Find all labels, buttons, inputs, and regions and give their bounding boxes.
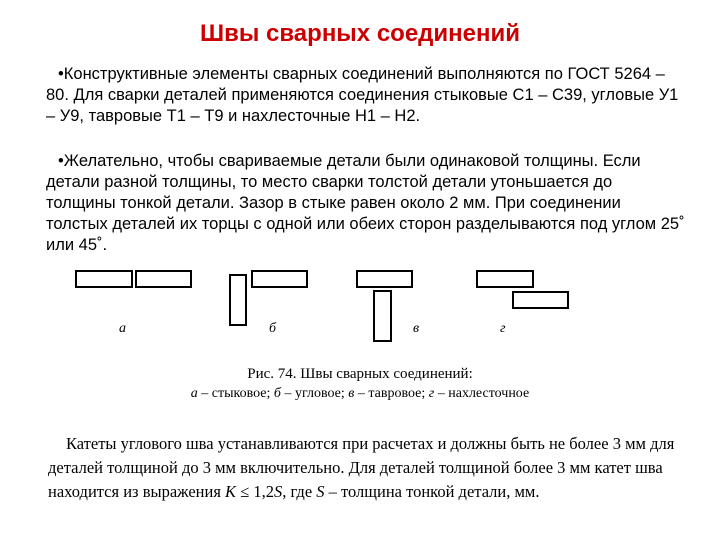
caption-letter-g: г (428, 386, 435, 401)
formula-k: K (225, 482, 237, 501)
tee-joint-plate-horizontal (356, 270, 413, 288)
caption-text-b: – угловое; (280, 386, 349, 401)
paragraph-fillet-leg (48, 432, 688, 504)
caption-letter-b: б (273, 386, 281, 401)
formula-leq: ≤ (236, 482, 254, 501)
caption-text-v: – тавровое; (354, 386, 429, 401)
butt-joint-plate-right (135, 270, 192, 288)
lap-joint-plate-lower (512, 291, 569, 309)
figure-label-b: б (269, 321, 277, 336)
figure-label-v: в (413, 321, 420, 336)
caption-text-g: – нахлесточное (434, 386, 530, 401)
tee-joint-plate-vertical (373, 290, 392, 342)
caption-letter-a: а (190, 386, 198, 401)
paragraph-thickness (46, 151, 686, 256)
corner-joint-plate-horizontal (251, 270, 308, 288)
figure-caption-title: Рис. 74. Швы сварных соединений: (247, 366, 473, 382)
butt-joint-plate-left (75, 270, 133, 288)
corner-joint-plate-vertical (229, 274, 247, 326)
formula-where: , где (282, 482, 317, 501)
bullet-marker: • (58, 152, 64, 170)
figure-label-g: г (500, 321, 506, 336)
figure-label-a: а (119, 321, 126, 336)
caption-text-a: – стыковое; (197, 386, 274, 401)
figure-caption-legend (0, 386, 720, 402)
page-title: Швы сварных соединений (199, 20, 521, 47)
paragraph-thickness-text: Желательно, чтобы свариваемые детали были одинаковой толщины. Если детали разной толщины, то место сварки толстой детали утоньшается до толщины тонкой детали. Зазор в стыке равен около 2 мм. При соединении толстых деталей их торцы с одной или обеих сторон разделываются под углом 25˚ или 45˚. (46, 152, 685, 254)
paragraph-gost-text: Конструктивные элементы сварных соединений выполняются по ГОСТ 5264 – 80. Для сварки деталей применяются соединения стыковые С1 – С39, угловые У1 – У9, тавровые Т1 – Т9 и нахлесточные Н1 – Н2. (46, 65, 679, 125)
formula-s-description: – толщина тонкой детали, мм. (324, 482, 540, 501)
formula-coef: 1,2 (253, 482, 274, 501)
formula-s: S (273, 482, 283, 501)
paragraph-gost (46, 64, 686, 127)
caption-letter-v: в (348, 386, 355, 401)
lap-joint-plate-upper (476, 270, 534, 288)
fillet-leg-text: Катеты углового шва устанавливаются при расчетах и должны быть не более 3 мм для деталей толщиной до 3 мм включительно. Для деталей толщиной более 3 мм катет шва находится из выражения (48, 434, 675, 501)
bullet-marker: • (58, 65, 64, 83)
formula-s-def: S (316, 482, 325, 501)
